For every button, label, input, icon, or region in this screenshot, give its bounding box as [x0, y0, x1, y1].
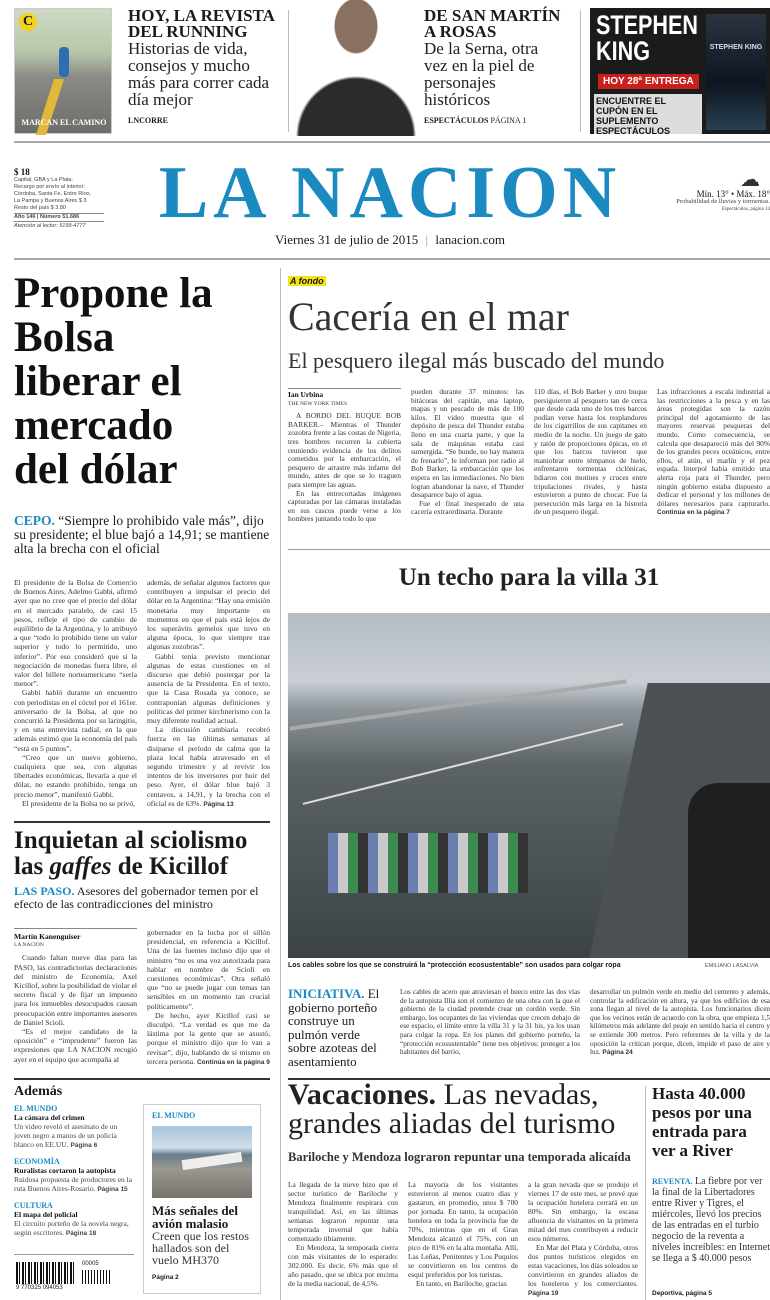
river-headline[interactable]: Hasta 40.000 pesos por una entrada para ver a River — [652, 1084, 752, 1160]
text: Cuando faltan nueve días para las PASO, las contradictorias declaraciones del ministro de Economía, Axel Kicillof, sobre la posibilidad de violar el secreto fiscal y de fijar un impuesto para los inmuebles desocupados causan preocupación entre importantes asesores de Daniel Scioli. — [14, 953, 137, 1027]
text: Fue el final inesperado de una cacería extraordinaria. Durante — [411, 498, 524, 517]
text: Un video reveló el asesinato de un joven negro a manos de un policía blanco en EE.UU. — [14, 1122, 118, 1149]
text: “Creo que un nuevo gobierno, cualquiera que sea, con algunas libertades económicas, llevaría a que el dólar, no estando prohibido, tenga un precio menor”, manifestó Gabbi. — [14, 752, 137, 799]
page-ref[interactable]: Deportiva, página 5 — [652, 1290, 712, 1297]
kicker: INICIATIVA. — [288, 986, 365, 1001]
reader-service: Atención al lector: 5199-4777 — [14, 223, 86, 229]
site-link[interactable]: lanacion.com — [435, 232, 506, 247]
body-column: Los cables de acero que atraviesan el hueco entre las dos vías de la autopista Illia son el comienzo de una obra con la que el gobierno de la ciudad pretende crear un cordón verde. Sin embargo, los ocupantes de las viviendas que crecen debajo de ese espacio, el límite entre la villa 31 y la 31 bis, ya los usan para colgar la ropa. En los planes del gobierno porteño, la “protección ecosustentable” tiene tres objetivos: proteger a los habitantes del barrio, — [400, 988, 580, 1057]
photo-credit: EMILIANO LASALVIA — [705, 963, 759, 969]
text: Ruidosa propuesta de productores en la ruta Buenos Aires-Rosario. — [14, 1175, 133, 1193]
box-dek: Creen que los restos hallados son del vuelo MH370 — [152, 1229, 249, 1267]
second-headline[interactable] — [14, 828, 274, 880]
ademas-item[interactable] — [14, 1104, 134, 1150]
ademas-list — [14, 1104, 134, 1238]
text: La discusión cambiaria recobró fuerza en las últimas semanas al disiparse el período de calma que la plaza local había atravesado en el segundo trimestre y al revivir los intentos de los inversores por huir del peso. Ayer, el dólar blue bajó 3 centavos, a 14,91, y la brecha con el oficial es de 63%. — [147, 725, 270, 808]
ademas-item[interactable] — [14, 1201, 134, 1238]
text: En Mar del Plata y Córdoba, otros dos puntos turísticos elegidos en estas vacaciones, los días soleados se convirtieron en grandes aliados de los hoteleros y los comerciantes. — [528, 1243, 639, 1288]
afondo-sub: El pesquero ilegal más buscado del mundo — [288, 348, 665, 373]
text: Ruralistas cortaron la autopista — [14, 1166, 116, 1175]
dek-text: “Siempre lo prohibido vale más”, dijo su presidente; el blue bajó a 14,91; se mantiene alta la brecha con el oficial — [14, 513, 270, 556]
cover-logo: C — [19, 13, 37, 31]
text: 110 días, el Bob Barker y otro buque persiguieron al pesquero tan de cerca que desde cada uno de los tres barcos podían verse hasta los resplandores de los cigarrillos de sus capitanes en medio de la noche. Un juego de gato y ratón de proporciones épicas, en el que los barcos tuvieron que maniobrar entre témpanos de hielo, enfrentaron tormentas ciclónicas, lidiaron con motines y cruces entre tripulaciones rivales, y hasta estuvieron a punto de chocar. Fue la persecución más larga en la historia de un pesquero ilegal. — [534, 387, 647, 517]
box-section: EL MUNDO — [152, 1111, 196, 1120]
teaser-headline: HOY, LA REVISTA DEL RUNNING — [128, 6, 274, 41]
body-column — [147, 578, 270, 809]
teaser-dek: De la Serna, otra vez en la piel de personajes históricos — [424, 39, 539, 109]
cover-title: MARCAN EL CAMINO — [21, 118, 107, 127]
page-ref[interactable]: Continúa en la página 7 — [657, 509, 730, 517]
afondo-headline[interactable]: Cacería en el mar — [288, 294, 569, 339]
cloud-storm-icon: ☁ — [740, 169, 760, 191]
river-dek — [652, 1176, 770, 1264]
weather — [660, 170, 770, 214]
afondo-body — [288, 388, 770, 524]
kicker: LAS PASO. — [14, 884, 75, 898]
lead-headline[interactable]: Propone la Bolsa liberar el mercado del dólar — [14, 270, 213, 493]
vacaciones-body — [288, 1180, 638, 1298]
promo-badge: HOY 28ª ENTREGA — [598, 74, 699, 89]
promo-text: ENCUENTRE EL CUPÓN EN EL SUPLEMENTO ESPECTÁCULOS — [594, 94, 702, 134]
teaser-running[interactable] — [14, 8, 274, 134]
text: desarrollar un pulmón verde en medio del cemento y además, controlar la edificación en altura, ya que los edificios de esa zona llegan al nivel de la autopista. Los funcionarios dicen que los vecinos están de acuerdo con la obra, que empieza 1,5 kilómetros más adelante del peaje en sentido hacia el centro y se extiende 300 metros. Pero referentes de la villa y de la oposición la critican porque, dicen, impide el paso de aire y luz. — [590, 988, 770, 1057]
promo-title: STEPHEN KING — [596, 10, 699, 66]
magazine-cover — [14, 8, 112, 134]
text: “Es el mejor candidato de la oposición” e “imprudente” fueron las expresiones que LA NACION recogió ayer en el equipo que acompaña al — [14, 1027, 137, 1064]
body-column — [528, 1180, 638, 1298]
vacaciones-sub: Bariloche y Mendoza lograron repuntar una temporada alicaída — [288, 1150, 631, 1164]
teaser-section: LNCORRE — [128, 116, 169, 125]
text: En las entrecortadas imágenes capturadas por las cámaras instaladas en sus cascos puede verse a los hombres juntando todo lo que — [288, 488, 401, 524]
text: La mayoría de los visitantes estuvieron al menos cuatro días y gastaron, en promedio, unos $ 700 por jornada. En tanto, la ocupación hotelera en toda la provincia fue de 70%, mientras que en el Gran Mendoza alcanzó el 75%, con un pico de 81% en la alta montaña. Allí, Las Leñas, Penitentes y Los Puquios se convirtieron en los centros de esquí preferidos por los turistas. — [408, 1180, 518, 1279]
actor-photo — [296, 0, 418, 136]
second-body — [14, 928, 270, 1067]
text: además, de señalar algunos factores que contribuyen a impulsar el precio del dólar en la Argentina: “Hay una emisión monetaria muy importante en momentos en que el país está lejos de los superávits gemelos que tuvo en alguna época, lo que siempre trae algunas zozobras”. — [147, 578, 270, 652]
barcode-number: 9 770325 094053 — [16, 1285, 63, 1291]
box-headline: Más señales del avión malasio — [152, 1203, 238, 1231]
date: Viernes 31 de julio de 2015 — [274, 232, 419, 247]
barcode — [16, 1262, 116, 1292]
page-ref[interactable]: Página 24 — [602, 1049, 633, 1057]
text: ECONOMÍA — [14, 1157, 60, 1166]
body-column — [288, 388, 401, 524]
dek-text: La fiebre por ver la final de la Libertadores entre River y Tigres, el miércoles, llevó los precios de las entradas en el turbio negocio de la reventa a niveles increíbles: en Internet se llega a $ 40.000 pesos — [652, 1176, 770, 1264]
outlet: THE NEW YORK TIMES — [288, 400, 348, 407]
ademas-title: Además — [14, 1084, 63, 1099]
body-column — [14, 578, 137, 809]
text: Las infracciones a escala industrial a las restricciones a la pesca y en las áreas protegidas son la razón principal del agotamiento de las mayores reservas pesqueras del mundo. Como consecuencia, se calcula que desapareció más del 90% de los grandes peces oceánicos, entre ellos, el atún, el marlín y el pez espada. Interpol había emitido una alerta roja para el Thunder, pero ningún gobierno estaba dispuesto a dedicar el personal y los millones de dólares necesarios para capturarlo. — [657, 387, 770, 508]
villa-body — [400, 988, 770, 1058]
villa-headline[interactable]: Un techo para la villa 31 — [398, 564, 660, 591]
lead-dek — [14, 514, 270, 556]
text: El presidente de la Bolsa de Comercio de Buenos Aires, Adelmo Gabbi, afirmó ayer que no cree que el precio del dólar en el mercado paralelo, de casi 15 pesos, refleje el tipo de cambio de equilibrio de la Argentina, y lo atribuyó a que “todo lo prohibido tiene un valor superior y todo lo permitido, uno inferior”. Por eso consideró que si la negociación de monedas fuera libre, el valor del billete norteamericano “sería menor”. — [14, 578, 137, 689]
price-line: La Pampa y Buenos Aires $ 3 — [14, 198, 87, 204]
weather-ref: Espectáculos, página 14 — [721, 207, 770, 212]
lead-body — [14, 578, 270, 809]
text: gaffes — [49, 853, 112, 880]
text: En Mendoza, la temporada cierra con más visitantes de lo esperado: 302.000. Es decir, 6% más que el año pasado, que se ubica por encima de la media nacional, de 4,5%. — [288, 1243, 398, 1288]
price-line: Córdoba, Santa Fe, Entre Ríos, — [14, 191, 92, 197]
barcode-issue: 00005 — [82, 1261, 99, 1267]
text: Las nevadas, grandes aliadas del turismo — [288, 1078, 616, 1140]
page-ref[interactable]: Página 13 — [203, 800, 234, 808]
text: de Kicillof — [111, 853, 229, 880]
body-column — [657, 388, 770, 524]
text: Gabbi habló durante un encuentro con periodistas en el cóctel por el 161er. aniversario de la Bolsa, al que no concurrió la Presidenta por su laringitis, y en una entrevista radial, en la que además estimó que la economía del país “está en 5 puntos”. — [14, 688, 137, 753]
book-cover — [706, 14, 766, 130]
teaser-page: PÁGINA 1 — [490, 116, 527, 125]
text: El circuito porteño de la novela negra, según escritores. — [14, 1219, 129, 1237]
text: El mapa del policial — [14, 1210, 78, 1219]
villa-photo — [288, 613, 770, 958]
price-line: Capital, GBA y La Plata. — [14, 177, 74, 183]
text: Vacaciones. — [288, 1078, 437, 1111]
dek-text: El gobierno porteño construye un pulmón verde sobre azoteas del asentamiento — [288, 986, 380, 1069]
teaser-stephen-king[interactable] — [590, 8, 770, 134]
text: A BORDO DEL BUQUE BOB BARKER.– Mientras el Thunder zozobra frente a las costas de Nigeria, tres hombres recorren la cubierta reuniendo evidencia de los delitos cometidos por la embarcación, el pesquero de arrastre más infame del mundo, antes de que se lo traguen para siempre las aguas. — [288, 411, 401, 489]
issue-number: Año 146 | Número 51.686 — [14, 213, 104, 222]
text: La llegada de la nieve hizo que el sector turístico de Bariloche y Mendoza finalmente respirara con tranquilidad. Así, en las últimas semanas lograron repuntar una temporada invernal que había comenzado tibiamente. — [288, 1180, 398, 1243]
text: De hecho, ayer Kicillof casi se disculpó. “La verdad es que me da lástima por la gente que se asustó, porque el ministro dijo que lo van a revisar”, dijo, hablando de sí mismo en tercera persona. — [147, 1010, 270, 1066]
afondo-tag: A fondo — [290, 276, 324, 286]
text: Página 18 — [65, 1230, 97, 1237]
text: Inquietan al sciolismo las — [14, 827, 248, 880]
body-column — [147, 928, 270, 1067]
price-line: Recargo por envío al interior: — [14, 184, 85, 190]
kicker: REVENTA. — [652, 1177, 693, 1186]
dek-text: Asesores del gobernador temen por el efecto de las contradicciones del ministro — [14, 884, 259, 911]
body-column — [288, 1180, 398, 1298]
text: Gabbi tenía previsto mencionar algunas de estas cuestiones en el discurso que debió postergar por la ausencia de la Presidenta. En el texto, que la Casa Rosada ya conoce, se contraponían algunas definiciones y políticas del primer kirchnerismo con la muy diferente realidad actual. — [147, 651, 270, 726]
logo[interactable]: LA NACION — [158, 152, 622, 234]
text: a la gran nevada que se produjo el viernes 17 de este mes, se prevé que la ocupación hotelera cerrará en un 80%. Sin embargo, la escasa afluencia de visitantes en la primera mitad del mes contribuyen a reducir esos números. — [528, 1180, 638, 1243]
text: EL MUNDO — [14, 1104, 58, 1113]
villa-dek[interactable] — [288, 987, 388, 1068]
book-title: STEPHEN KING — [709, 44, 763, 51]
photo-caption: Los cables sobre los que se construirá la “protección ecosustentable” son usados para colgar ropa — [288, 962, 621, 969]
page-ref[interactable]: Continúa en la página 9 — [196, 1058, 270, 1066]
body-column — [14, 928, 137, 1067]
text: Página 15 — [97, 1186, 128, 1193]
text: pueden durante 37 minutos: las bitácoras del capitán, una laptop, mapas y un pescado de más de 100 kilos. El video muestra que el depósito de pesca del Thunder estaba lleno en una cuarta parte, y que la sala de máquinas estaba casi sumergida. “Se hunde, no hay manera de frenarlo”, le informan por radio al Bob Barker, la embarcación que los espera en las inmediaciones. No bien logran abandonar la nave, el Thunder desaparece bajo el agua. — [411, 387, 524, 500]
teaser-san-martin[interactable] — [296, 0, 566, 136]
body-column — [408, 1180, 518, 1298]
teaser-headline: DE SAN MARTÍN A ROSAS — [424, 6, 561, 41]
price: $ 18 — [14, 167, 30, 177]
kicker: CEPO. — [14, 513, 55, 528]
second-dek — [14, 885, 274, 911]
byline: Martín Kanenguiser — [14, 932, 81, 941]
mh370-box[interactable] — [143, 1104, 261, 1294]
text: La cámara del crimen — [14, 1113, 85, 1122]
text: Página 6 — [70, 1142, 98, 1149]
outlet: LA NACION — [14, 942, 44, 949]
body-column — [590, 988, 770, 1058]
text: En tanto, en Bariloche, gracias — [416, 1279, 507, 1288]
forecast: Probabilidad de lluvias y tormentas. — [676, 198, 770, 205]
teaser-section: ESPECTÁCULOS — [424, 116, 489, 125]
vacaciones-headline[interactable] — [288, 1080, 638, 1138]
body-column — [534, 388, 647, 524]
temperatures: Mín. 13° • Máx. 18° — [696, 189, 770, 199]
ademas-item[interactable] — [14, 1157, 134, 1194]
wreckage-photo — [152, 1126, 252, 1198]
text: gobernador en la lucha por el sillón presidencial, en referencia a Kicillof. Una de las fuentes incluso dijo que el ministro “no es una voz autorizada para hablar en nombre de Scioli en cuestiones económicas”. Otra señaló que “no se puede jugar con temas tan sensibles en un momento tan crucial políticamente”. — [147, 928, 270, 1011]
page-ref[interactable]: Página 19 — [528, 1290, 559, 1297]
runner — [59, 47, 69, 77]
body-column — [411, 388, 524, 524]
price-box — [14, 167, 104, 230]
page-ref: Página 2 — [152, 1274, 179, 1281]
byline: Ian Urbina — [288, 390, 324, 399]
text: CULTURA — [14, 1201, 53, 1210]
price-line: Resto del país $ 3.80 — [14, 205, 66, 211]
text: El presidente de la Bolsa no se privó, — [22, 798, 136, 808]
teaser-dek: Historias de vida, consejos y mucho más para correr cada día mejor — [128, 39, 270, 109]
